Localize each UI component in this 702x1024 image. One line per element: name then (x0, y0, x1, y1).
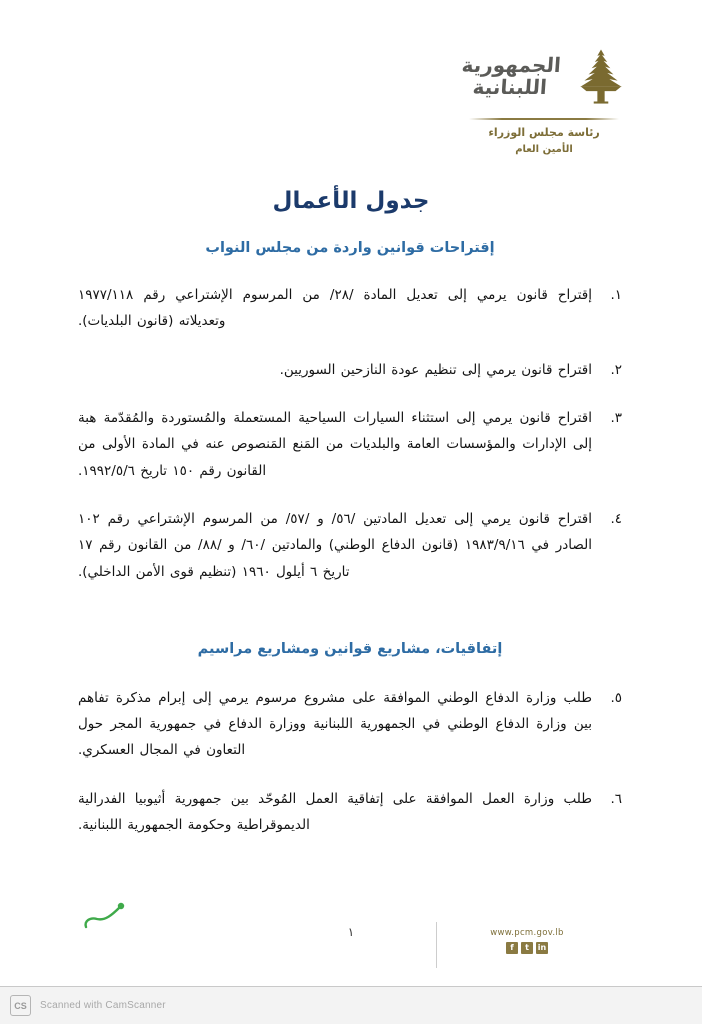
letterhead-subtitle-primary: رئاسة مجلس الوزراء (488, 126, 600, 139)
item-text: إقتراح قانون يرمي إلى تعديل المادة /٢٨/ من المرسوم الإشتراعي رقم ١٩٧٧/١١٨ وتعديلاته (قانون البلديات). (78, 287, 592, 330)
social-links (452, 942, 602, 954)
cedar-tree-icon (575, 47, 627, 105)
item-marker: ٣. (610, 409, 622, 426)
list-item (78, 282, 622, 335)
website-url[interactable]: www.pcm.gov.lb (490, 928, 564, 938)
item-text: اقتراح قانون يرمي إلى تنظيم عودة النازحين السوريين. (279, 361, 592, 378)
item-text: طلب وزارة الدفاع الوطني الموافقة على مشروع مرسوم يرمي إلى إبرام مذكرة تفاهم بين وزارة الدفاع الوطني في الجمهورية اللبنانية ووزارة الدفاع في جمهورية المجر حول التعاون في المجال العسكري. (78, 689, 592, 759)
list-item (78, 506, 622, 585)
list-item (78, 786, 622, 839)
camscanner-label: Scanned with CamScanner (40, 1000, 166, 1011)
agenda-list-agreements (78, 685, 622, 839)
list-item (78, 405, 622, 484)
letterhead-emblem-row (424, 40, 664, 112)
linkedin-icon[interactable]: in (537, 943, 547, 952)
camscanner-watermark (0, 986, 702, 1024)
item-text: اقتراح قانون يرمي إلى استثناء السيارات السياحية المستعملة والمُستوردة والمُقدّمة هبة إلى الإدارات والمؤسسات العامة والبلديات من المَنع المَنصوص عنه في المادة الأولى من القانون رقم ١٥٠ تاريخ ١٩٩٢/٥/٦. (78, 409, 592, 479)
emblem-line-1: الجمهورية (461, 52, 563, 77)
page-number: ١ (347, 925, 355, 939)
republic-emblem-script (460, 54, 562, 99)
item-marker: ١. (610, 287, 622, 303)
item-marker: ٥. (610, 689, 622, 706)
agenda-list-proposals (78, 282, 622, 585)
letterhead-subtitle-secondary: الأمين العام (515, 143, 573, 155)
item-marker: ٤. (610, 510, 622, 527)
document-body (78, 240, 622, 860)
item-text: طلب وزارة العمل الموافقة على إتفاقية العمل المُوحّد بين جمهورية أثيوبيا الفدرالية الديموقراطية وحكومة الجمهورية اللبنانية. (78, 790, 592, 834)
emblem-line-2: اللبنانية (472, 75, 549, 99)
item-text: اقتراح قانون يرمي إلى تعديل المادتين /٥٦/ و /٥٧/ من المرسوم الإشتراعي رقم ١٠٢ الصادر في ١٩٨٣/٩/١٦ (قانون الدفاع الوطني) والمادتين /٦٠/ و /٨٨/ من القانون رقم ١٧ تاريخ ٦ أيلول ١٩٦٠ (تنظيم قوى الأمن الداخلي). (78, 510, 593, 580)
section-heading-agreements: إتفاقيات، مشاريع قوانين ومشاريع مراسيم (197, 640, 503, 657)
list-item (78, 685, 622, 764)
letterhead (424, 40, 664, 165)
section-heading-proposals: إقتراحات قوانين واردة من مجلس النواب (205, 240, 495, 256)
facebook-icon[interactable]: f (506, 942, 518, 954)
page-title: جدول الأعمال (272, 188, 430, 214)
item-marker: ٢. (610, 361, 622, 378)
twitter-icon[interactable]: t (521, 942, 533, 954)
footer-contact (452, 928, 602, 954)
item-marker: ٦. (610, 790, 622, 807)
footer-divider (436, 922, 437, 968)
camscanner-badge-icon: CS (10, 995, 31, 1016)
letterhead-divider (469, 118, 619, 120)
list-item (78, 357, 622, 383)
